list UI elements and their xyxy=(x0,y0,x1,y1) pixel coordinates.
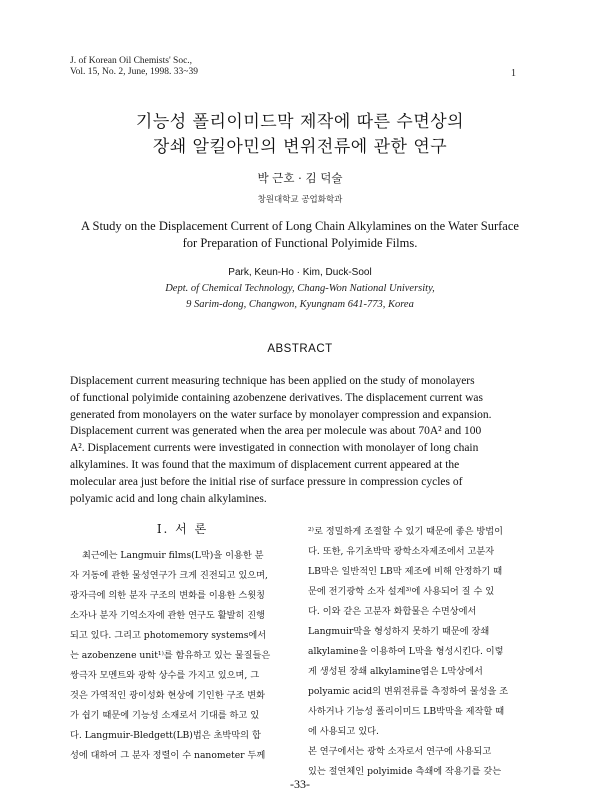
body-text-line: 자 거동에 관한 물성연구가 크게 진전되고 있으며, xyxy=(70,570,268,581)
abstract-line: molecular area just before the initial rise of surface pressure in compression cycles of xyxy=(70,476,463,488)
body-text-line: Langmuir막을 형성하지 못하기 때문에 장쇄 xyxy=(308,626,490,637)
body-text-line: 되고 있다. 그리고 photomemory systems에서 xyxy=(70,630,267,641)
body-text-line: 성에 대하여 그 분자 정렬이 수 nanometer 두께 xyxy=(70,750,266,761)
section-heading-introduction: Ⅰ. 서 론 xyxy=(156,522,209,536)
body-text-line: 다. Langmuir-Bledgett(LB)법은 초박막의 합 xyxy=(70,730,261,741)
abstract-line: Displacement current was generated when the area per molecule was about 70A² and 100 xyxy=(70,425,482,437)
korean-title-line-1: 기능성 폴리이미드막 제작에 따른 수면상의 xyxy=(135,112,465,132)
english-authors: Park, Keun-Ho · Kim, Duck-Sool xyxy=(228,267,372,278)
body-text-line: 쌍극자 모멘트와 광학 상수를 가지고 있으며, 그 xyxy=(70,670,260,681)
korean-affiliation: 창원대학교 공업화학과 xyxy=(257,195,343,205)
page-number: 1 xyxy=(511,68,516,79)
abstract-line: A². Displacement currents were investigated in connection with monolayer of long chain xyxy=(70,442,479,454)
english-affiliation-line-2: 9 Sarim-dong, Changwon, Kyungnam 641-773, Korea xyxy=(186,299,414,310)
body-text-line: 최근에는 Langmuir films(L막)을 이용한 분 xyxy=(82,550,264,561)
journal-name: J. of Korean Oil Chemists' Soc., xyxy=(70,56,193,66)
body-text-line: polyamic acid의 변위전류를 측정하여 물성을 조 xyxy=(308,686,509,697)
body-text-line: 광자극에 의한 분자 구조의 변화를 이용한 스윗칭 xyxy=(70,590,266,601)
body-text-line: 사하거나 기능성 폴리이미드 LB박막을 제작할 때 xyxy=(308,706,505,717)
body-text-line: 가 쉽기 때문에 기능성 소재로서 기대를 하고 있 xyxy=(70,710,260,721)
journal-volume: Vol. 15, No. 2, June, 1998. 33~39 xyxy=(70,67,198,77)
abstract-line: polyamic acid and long chain alkylamines. xyxy=(70,493,267,505)
english-affiliation-line-1: Dept. of Chemical Technology, Chang-Won National University, xyxy=(165,283,435,294)
body-text-line: 있는 절연체인 polyimide 측쇄에 작용기를 갖는 xyxy=(308,766,502,777)
abstract-line: of functional polyimide containing azobenzene derivatives. The displacement current was xyxy=(70,392,484,404)
body-text-line: 게 생성된 장쇄 alkylamine염은 L막상에서 xyxy=(308,666,483,677)
body-text-line: 본 연구에서는 광학 소자로서 연구에 사용되고 xyxy=(308,746,492,757)
abstract-line: alkylamines. It was found that the maximum of displacement current appeared at the xyxy=(70,459,460,471)
body-text-line: 는 azobenzene unit¹⁾를 함유하고 있는 물질들은 xyxy=(70,650,271,661)
body-text-line: LB막은 일반적인 LB막 제조에 비해 안정하기 때 xyxy=(308,566,503,577)
body-text-line: 것은 가역적인 광이성화 현상에 기인한 구조 변화 xyxy=(70,690,266,701)
abstract-line: Displacement current measuring technique has been applied on the study of monolayers xyxy=(70,375,475,387)
korean-authors: 박 근호 · 김 덕술 xyxy=(257,171,343,185)
body-text-line: 다. 또한, 유기초박막 광학소자제조에서 고분자 xyxy=(308,546,495,557)
body-text-line: ²⁾로 정밀하게 조절할 수 있기 때문에 좋은 방법이 xyxy=(308,526,504,537)
english-title-line-2: for Preparation of Functional Polyimide Films. xyxy=(182,236,418,250)
abstract-heading: ABSTRACT xyxy=(267,343,333,355)
page-footer-number: -33- xyxy=(290,777,310,791)
body-text-line: 다. 이와 같은 고분자 화합물은 수면상에서 xyxy=(308,606,477,617)
body-text-line: alkylamine을 이용하여 L막을 형성시킨다. 이렇 xyxy=(308,646,504,657)
abstract-line: generated from monolayers on the water surface by monolayer compression and expansion. xyxy=(70,409,492,421)
korean-title-line-2: 장쇄 알킬아민의 변위전류에 관한 연구 xyxy=(152,137,448,157)
body-text-line: 에 사용되고 있다. xyxy=(308,726,379,737)
body-text-line: 문에 전기광학 소자 설계³⁾에 사용되어 질 수 있 xyxy=(308,586,495,597)
body-text-line: 소자나 분자 기억소자에 관한 연구도 활발히 진행 xyxy=(70,610,266,621)
english-title-line-1: A Study on the Displacement Current of Long Chain Alkylamines on the Water Surface xyxy=(81,219,519,233)
journal-citation xyxy=(70,56,198,78)
